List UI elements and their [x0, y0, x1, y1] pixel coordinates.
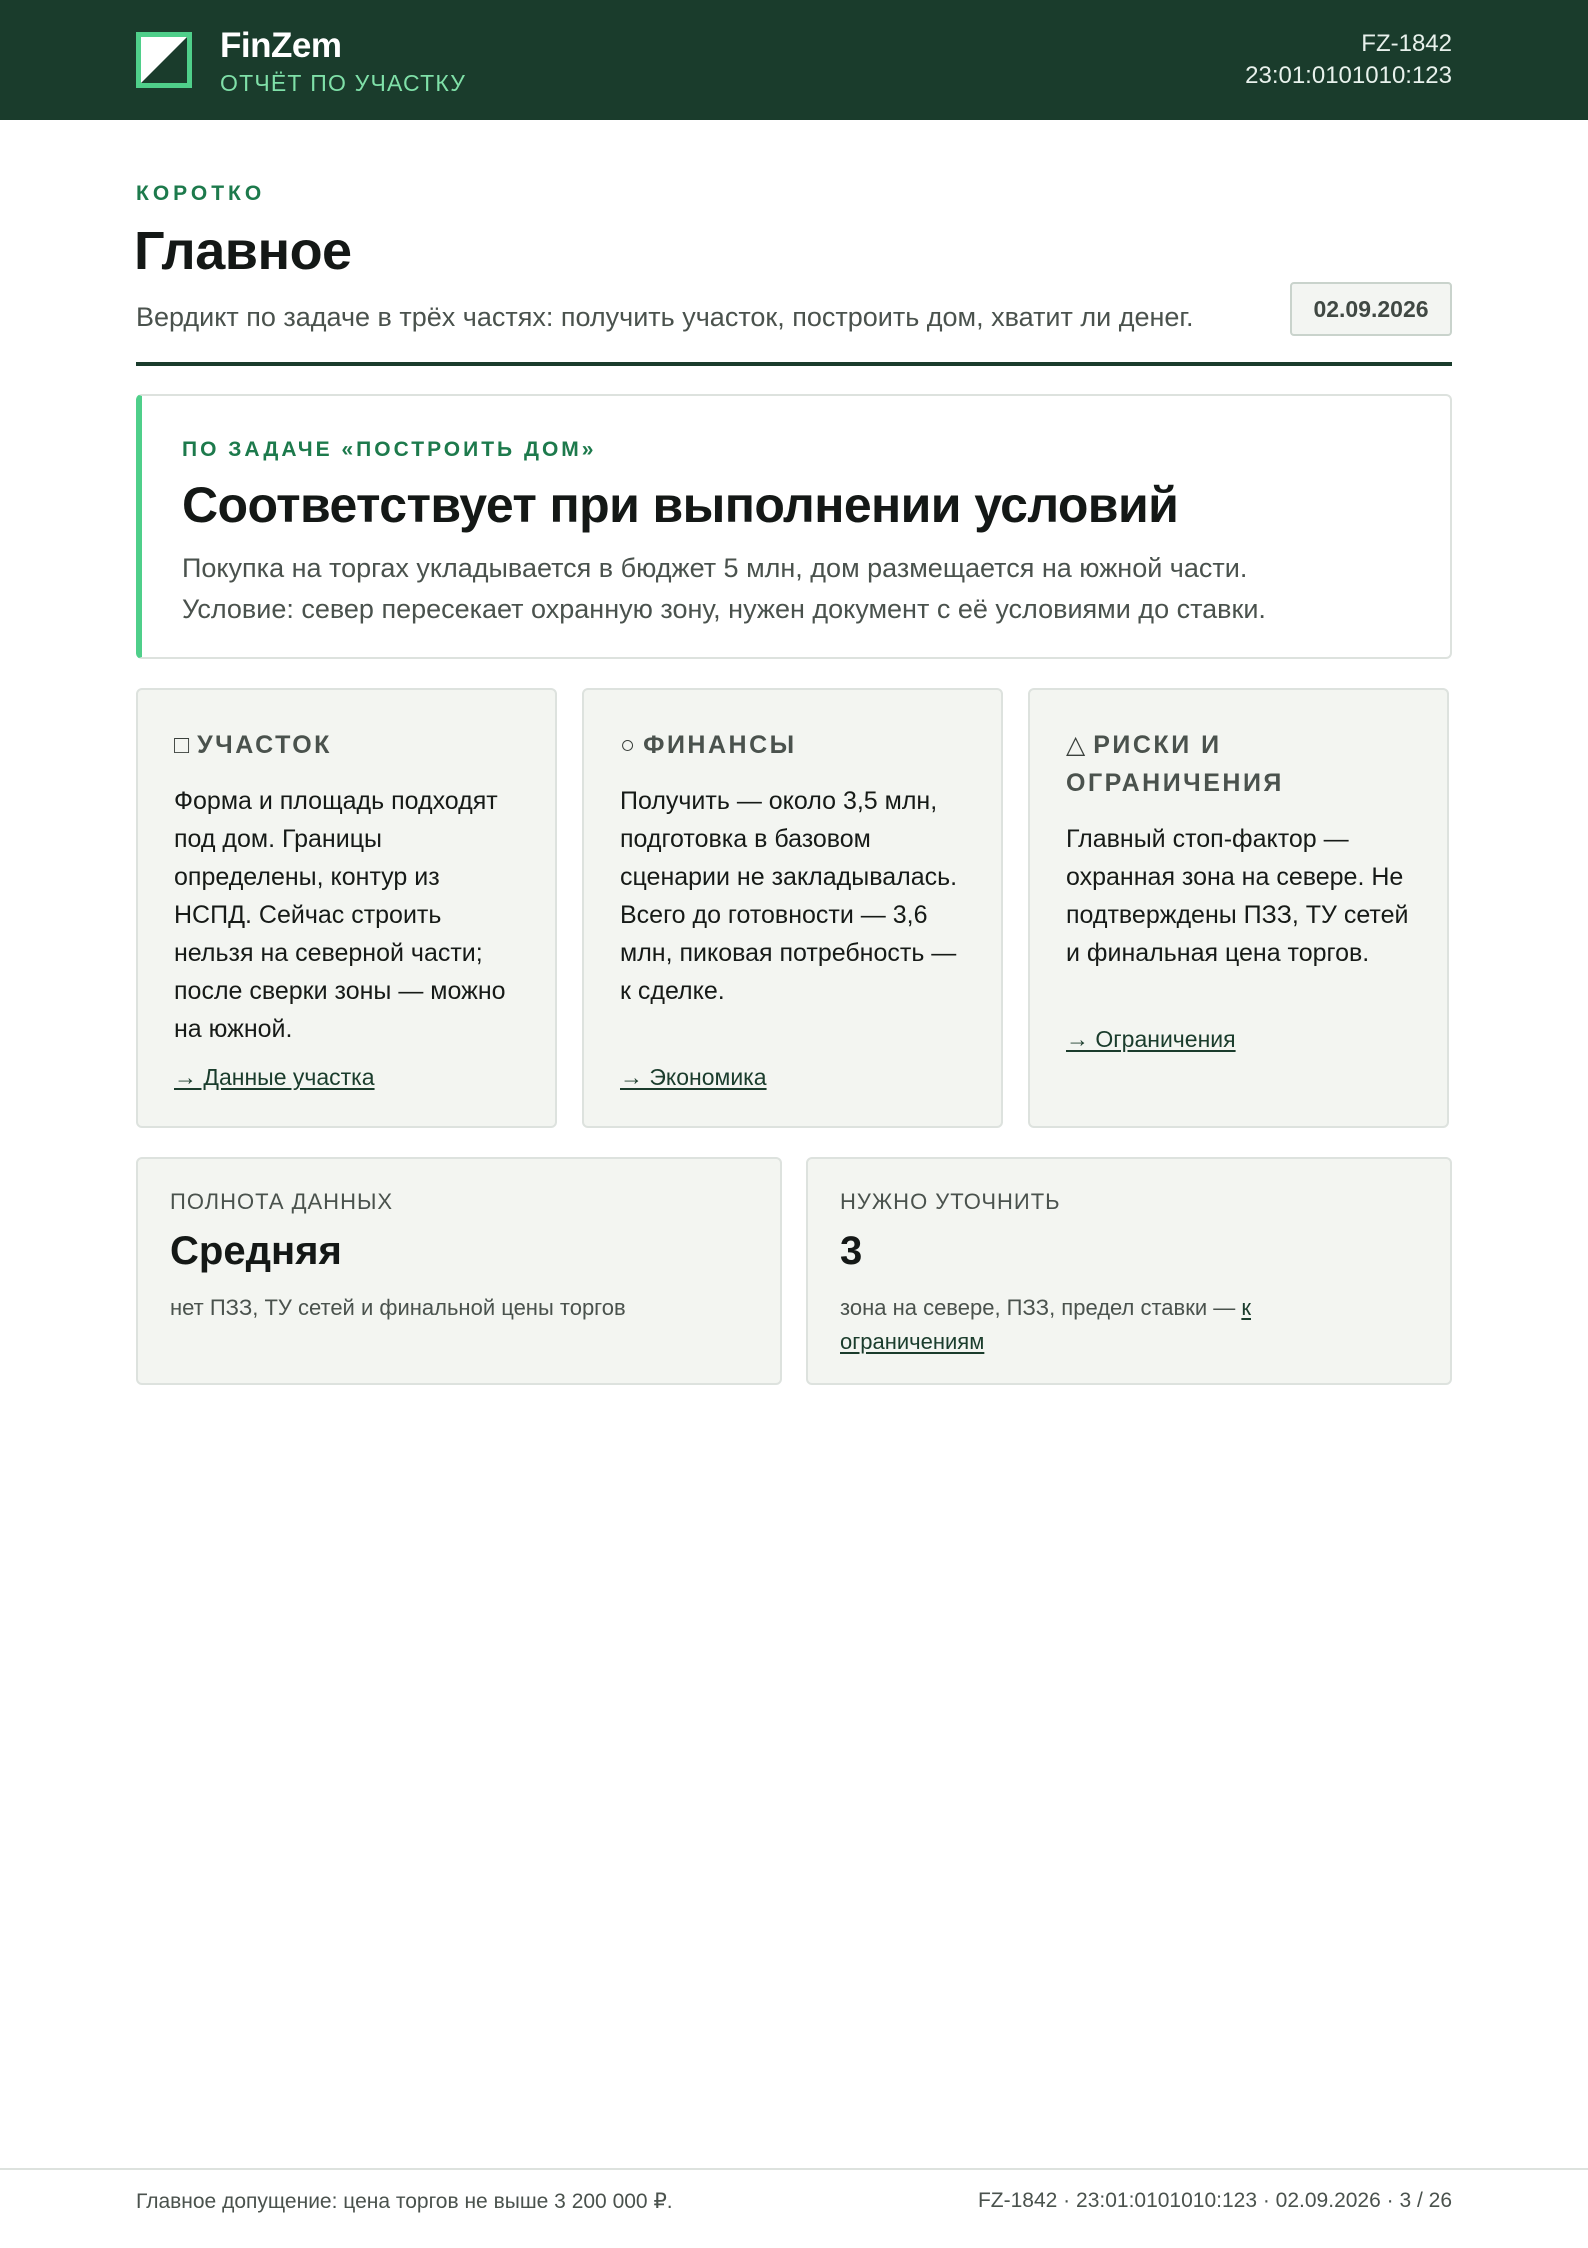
- footer-divider: [0, 2168, 1588, 2170]
- verdict-condition-line: Условие: север пересекает охранную зону, нужен документ с её условиями до ставки.: [182, 594, 1266, 624]
- restrictions-link[interactable]: → Ограничения: [1066, 1026, 1236, 1052]
- footer-meta: FZ-1842 · 23:01:0101010:123 · 02.09.2026 · 3 / 26: [977, 2189, 1452, 2212]
- brand-name: FinZem: [220, 26, 342, 65]
- stat-note: [840, 1291, 1400, 1359]
- card-risks: [1028, 688, 1449, 1128]
- verdict-line: Покупка на торгах укладывается в бюджет 5 млн, дом размещается на южной части.: [182, 553, 1248, 583]
- stat-data-completeness: [136, 1157, 782, 1385]
- card-risks-title: РИСКИ И ОГРАНИЧЕНИЯ: [1066, 731, 1284, 797]
- stat-value: Средняя: [170, 1229, 342, 1273]
- stat-to-clarify: [806, 1157, 1452, 1385]
- verdict-title: Соответствует при выполнении условий: [182, 477, 1179, 533]
- stat-label: НУЖНО УТОЧНИТЬ: [840, 1189, 1061, 1214]
- square-icon: □: [174, 731, 190, 759]
- card-plot-text: Форма и площадь подходят под дом. Границы определены, контур из НСПД. Сейчас строить нельзя на северной части; после сверки зоны — можно на южной.: [174, 787, 506, 1043]
- card-plot-title: УЧАСТОК: [197, 731, 332, 759]
- footer-assumption: Главное допущение: цена торгов не выше 3 200 000 ₽.: [136, 2190, 673, 2213]
- card-risks-text: Главный стоп-фактор — охранная зона на севере. Не подтверждены ПЗЗ, ТУ сетей и финальная цена торгов.: [1066, 825, 1409, 967]
- section-eyebrow: КОРОТКО: [136, 182, 266, 205]
- triangle-icon: △: [1066, 731, 1086, 759]
- restrictions-inline-link[interactable]: к ограничениям: [840, 1295, 1251, 1354]
- verdict-text: [182, 548, 1412, 630]
- report-header: [0, 0, 1588, 120]
- document-code: FZ-1842: [1361, 30, 1452, 57]
- card-risks-heading: [1066, 726, 1416, 802]
- verdict-card: [136, 394, 1452, 659]
- economics-link[interactable]: → Экономика: [620, 1064, 767, 1090]
- card-plot: [136, 688, 557, 1128]
- card-finance-heading: [620, 726, 970, 764]
- card-finance-text: Получить — около 3,5 млн, подготовка в базовом сценарии не закладывалась. Всего до готовности — 3,6 млн, пиковая потребность — к сделке.: [620, 787, 958, 1005]
- card-plot-heading: [174, 726, 524, 764]
- finzem-logo-icon: [136, 32, 192, 88]
- stat-note: нет ПЗЗ, ТУ сетей и финальной цены торгов: [170, 1295, 626, 1320]
- page-title: Главное: [134, 221, 352, 281]
- card-finance-title: ФИНАНСЫ: [643, 731, 797, 759]
- stat-value: 3: [840, 1229, 863, 1273]
- plot-data-link[interactable]: → Данные участка: [174, 1064, 375, 1090]
- title-divider: [136, 362, 1452, 366]
- card-finance: [582, 688, 1003, 1128]
- circle-icon: ○: [620, 731, 636, 759]
- stat-label: ПОЛНОТА ДАННЫХ: [170, 1189, 394, 1214]
- report-type: ОТЧЁТ ПО УЧАСТКУ: [220, 70, 467, 96]
- report-date-badge: 02.09.2026: [1290, 282, 1452, 336]
- cadastral-number: 23:01:0101010:123: [1245, 62, 1452, 89]
- verdict-eyebrow: ПО ЗАДАЧЕ «ПОСТРОИТЬ ДОМ»: [182, 438, 597, 461]
- stat-note-text: зона на севере, ПЗЗ, предел ставки —: [840, 1295, 1242, 1320]
- page-subtitle: Вердикт по задаче в трёх частях: получить участок, построить дом, хватит ли денег.: [136, 302, 1194, 332]
